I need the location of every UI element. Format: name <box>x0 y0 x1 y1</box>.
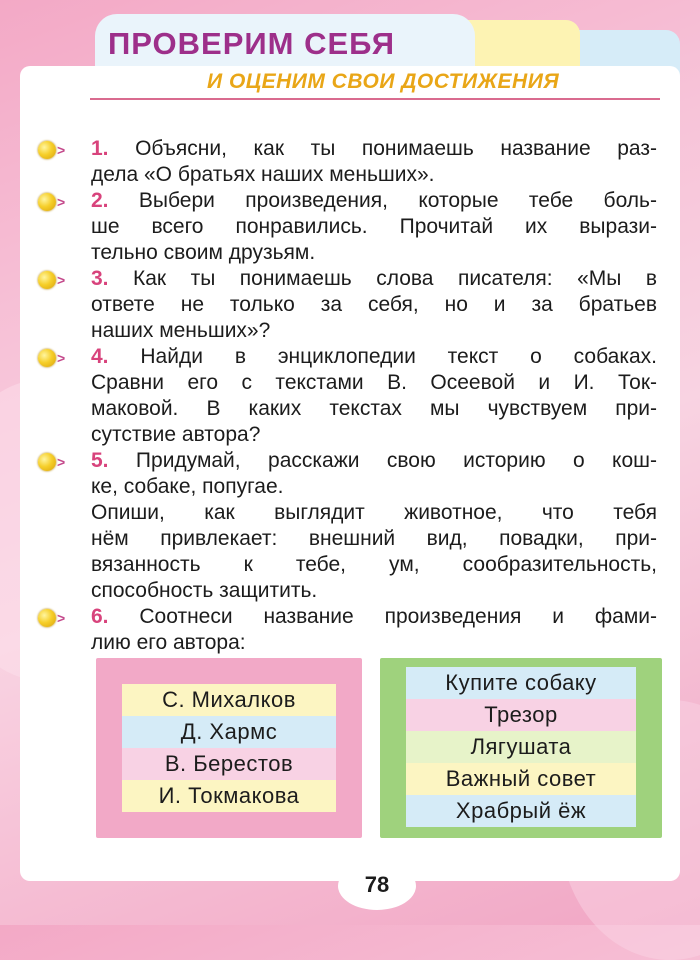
page-number: 78 <box>364 872 390 897</box>
bullet-icon: > <box>38 609 68 627</box>
task-number: 4. <box>91 345 109 368</box>
task-number: 5. <box>91 449 109 472</box>
task-number: 6. <box>91 605 109 628</box>
task-line: тельно своим друзьям. <box>91 241 316 264</box>
page-subtitle: И ОЦЕНИМ СВОИ ДОСТИЖЕНИЯ <box>207 70 560 93</box>
task-line: дела «О братьях наших меньших». <box>91 163 435 186</box>
author-item: В. Берестов <box>122 748 336 780</box>
task-line: 1. Объясни, как ты понимаешь название раз- <box>91 137 657 160</box>
task-line: нём привлекает: внешний вид, повадки, при- <box>91 527 657 550</box>
work-item: Лягушата <box>406 731 636 763</box>
work-item: Храбрый ёж <box>406 795 636 827</box>
bullet-icon: > <box>38 349 68 367</box>
task-number: 3. <box>91 267 109 290</box>
work-item: Трезор <box>406 699 636 731</box>
task-line: ответе не только за себя, но и за братьев <box>91 293 657 316</box>
title-divider <box>90 98 660 100</box>
author-item: С. Михалков <box>122 684 336 716</box>
work-item: Важный совет <box>406 763 636 795</box>
page-title: ПРОВЕРИМ СЕБЯ <box>108 26 395 61</box>
bullet-icon: > <box>38 141 68 159</box>
task-line: сутствие автора? <box>91 423 261 446</box>
author-item: И. Токмакова <box>122 780 336 812</box>
bullet-icon: > <box>38 453 68 471</box>
task-line: способность защитить. <box>91 579 318 602</box>
task-line: Сравни его с текстами В. Осеевой и И. Ток- <box>91 371 657 394</box>
bullet-icon: > <box>38 193 68 211</box>
work-item: Купите собаку <box>406 667 636 699</box>
task-number: 2. <box>91 189 109 212</box>
bullet-icon: > <box>38 271 68 289</box>
task-line: 2. Выбери произведения, которые тебе боль- <box>91 189 657 212</box>
task-number: 1. <box>91 137 109 160</box>
task-line: маковой. В каких текстах мы чувствуем при- <box>91 397 657 420</box>
task-line: 6. Соотнеси название произведения и фами- <box>91 605 657 628</box>
task-line: 5. Придумай, расскажи свою историю о кош- <box>91 449 657 472</box>
task-line: ше всего понравились. Прочитай их вырази- <box>91 215 657 238</box>
task-line: наших меньших»? <box>91 319 271 342</box>
author-item: Д. Хармс <box>122 716 336 748</box>
task-line: ке, собаке, попугае. <box>91 475 284 498</box>
task-line: Опиши, как выглядит животное, что тебя <box>91 501 657 524</box>
task-line: 4. Найди в энциклопедии текст о собаках. <box>91 345 657 368</box>
task-line: вязанность к тебе, ум, сообразительность, <box>91 553 657 576</box>
task-line: лию его автора: <box>91 631 246 654</box>
task-line: 3. Как ты понимаешь слова писателя: «Мы в <box>91 267 657 290</box>
